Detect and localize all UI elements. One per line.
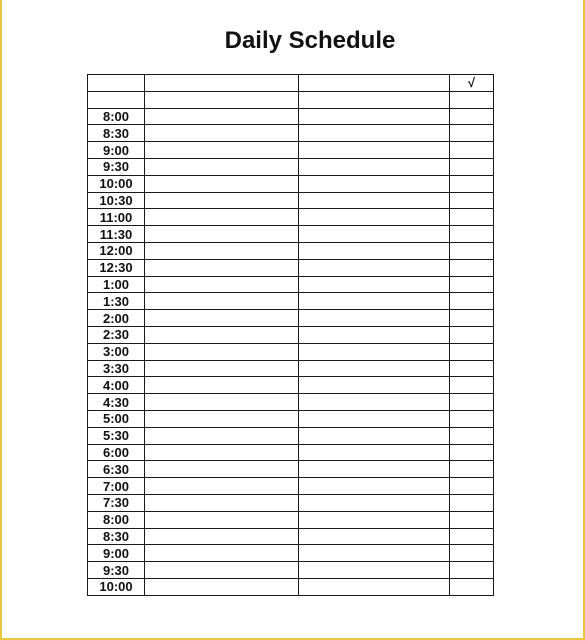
time-label: 4:00 [88, 377, 145, 394]
notes-cell[interactable] [299, 125, 450, 142]
time-label: 8:00 [88, 511, 145, 528]
notes-cell[interactable] [299, 562, 450, 579]
table-row [88, 242, 494, 259]
time-label: 4:30 [88, 394, 145, 411]
time-label: 9:00 [88, 545, 145, 562]
activity-cell[interactable] [145, 276, 299, 293]
table-row [88, 91, 494, 108]
activity-cell[interactable] [145, 545, 299, 562]
check-cell[interactable] [450, 461, 494, 478]
table-row [88, 427, 494, 444]
check-cell[interactable] [450, 293, 494, 310]
check-cell[interactable] [450, 175, 494, 192]
notes-cell[interactable] [299, 545, 450, 562]
table-row [88, 578, 494, 595]
notes-cell[interactable] [299, 242, 450, 259]
notes-cell[interactable] [299, 108, 450, 125]
time-label: 9:30 [88, 562, 145, 579]
notes-cell[interactable] [299, 528, 450, 545]
check-cell[interactable] [450, 209, 494, 226]
check-cell[interactable] [450, 360, 494, 377]
activity-cell[interactable] [145, 360, 299, 377]
time-label: 7:00 [88, 478, 145, 495]
activity-cell[interactable] [145, 175, 299, 192]
notes-cell[interactable] [299, 192, 450, 209]
header-col-b-cell[interactable] [299, 75, 450, 92]
time-label: 2:00 [88, 310, 145, 327]
table-row [88, 175, 494, 192]
table-row [88, 192, 494, 209]
activity-cell[interactable] [145, 259, 299, 276]
activity-cell[interactable] [145, 310, 299, 327]
time-label: 2:30 [88, 326, 145, 343]
table-row [88, 108, 494, 125]
table-row [88, 343, 494, 360]
table-row [88, 326, 494, 343]
table-row [88, 293, 494, 310]
table-row [88, 562, 494, 579]
time-label: 9:30 [88, 158, 145, 175]
activity-cell[interactable] [145, 528, 299, 545]
notes-cell[interactable] [299, 377, 450, 394]
notes-cell[interactable] [299, 427, 450, 444]
time-label: 10:00 [88, 175, 145, 192]
activity-cell[interactable] [145, 242, 299, 259]
check-cell[interactable] [450, 310, 494, 327]
check-cell[interactable] [450, 545, 494, 562]
notes-cell[interactable] [299, 511, 450, 528]
activity-cell[interactable] [145, 461, 299, 478]
check-cell[interactable] [450, 511, 494, 528]
check-cell[interactable] [450, 578, 494, 595]
time-label [88, 91, 145, 108]
table-row [88, 377, 494, 394]
activity-cell[interactable] [145, 478, 299, 495]
time-label: 10:30 [88, 192, 145, 209]
table-row [88, 226, 494, 243]
table-row [88, 276, 494, 293]
time-label: 10:00 [88, 578, 145, 595]
table-row [88, 461, 494, 478]
notes-cell[interactable] [299, 478, 450, 495]
time-label: 9:00 [88, 142, 145, 159]
check-cell[interactable] [450, 91, 494, 108]
activity-cell[interactable] [145, 108, 299, 125]
activity-cell[interactable] [145, 444, 299, 461]
check-cell[interactable] [450, 192, 494, 209]
check-cell[interactable] [450, 259, 494, 276]
table-row [88, 259, 494, 276]
notes-cell[interactable] [299, 410, 450, 427]
header-row [88, 75, 494, 92]
activity-cell[interactable] [145, 511, 299, 528]
check-cell[interactable] [450, 276, 494, 293]
header-time-cell [88, 75, 145, 92]
table-row [88, 511, 494, 528]
time-label: 1:30 [88, 293, 145, 310]
table-row [88, 394, 494, 411]
notes-cell[interactable] [299, 209, 450, 226]
activity-cell[interactable] [145, 427, 299, 444]
check-cell[interactable] [450, 494, 494, 511]
check-cell[interactable] [450, 478, 494, 495]
notes-cell[interactable] [299, 444, 450, 461]
time-label: 5:30 [88, 427, 145, 444]
check-cell[interactable] [450, 158, 494, 175]
time-label: 6:30 [88, 461, 145, 478]
check-cell[interactable] [450, 226, 494, 243]
check-cell[interactable] [450, 142, 494, 159]
check-cell[interactable] [450, 108, 494, 125]
activity-cell[interactable] [145, 377, 299, 394]
activity-cell[interactable] [145, 410, 299, 427]
table-row [88, 209, 494, 226]
notes-cell[interactable] [299, 394, 450, 411]
time-label: 5:00 [88, 410, 145, 427]
notes-cell[interactable] [299, 326, 450, 343]
table-row [88, 444, 494, 461]
activity-cell[interactable] [145, 578, 299, 595]
table-row [88, 528, 494, 545]
time-label: 8:00 [88, 108, 145, 125]
notes-cell[interactable] [299, 360, 450, 377]
table-row [88, 360, 494, 377]
notes-cell[interactable] [299, 226, 450, 243]
notes-cell[interactable] [299, 578, 450, 595]
notes-cell[interactable] [299, 310, 450, 327]
notes-cell[interactable] [299, 494, 450, 511]
check-cell[interactable] [450, 242, 494, 259]
notes-cell[interactable] [299, 158, 450, 175]
activity-cell[interactable] [145, 209, 299, 226]
time-label: 11:30 [88, 226, 145, 243]
header-check-cell: √ [450, 75, 494, 92]
check-cell[interactable] [450, 410, 494, 427]
activity-cell[interactable] [145, 125, 299, 142]
header-col-a-cell[interactable] [145, 75, 299, 92]
check-cell[interactable] [450, 343, 494, 360]
check-cell[interactable] [450, 394, 494, 411]
notes-cell[interactable] [299, 293, 450, 310]
table-row [88, 545, 494, 562]
time-label: 12:30 [88, 259, 145, 276]
activity-cell[interactable] [145, 192, 299, 209]
notes-cell[interactable] [299, 91, 450, 108]
check-cell[interactable] [450, 427, 494, 444]
schedule-body [88, 75, 494, 596]
table-row [88, 142, 494, 159]
check-cell[interactable] [450, 562, 494, 579]
time-label: 8:30 [88, 125, 145, 142]
activity-cell[interactable] [145, 343, 299, 360]
activity-cell[interactable] [145, 158, 299, 175]
activity-cell[interactable] [145, 226, 299, 243]
time-label: 3:30 [88, 360, 145, 377]
notes-cell[interactable] [299, 175, 450, 192]
time-label: 12:00 [88, 242, 145, 259]
time-label: 8:30 [88, 528, 145, 545]
table-row [88, 310, 494, 327]
notes-cell[interactable] [299, 461, 450, 478]
table-row [88, 478, 494, 495]
table-row [88, 494, 494, 511]
time-label: 7:30 [88, 494, 145, 511]
notes-cell[interactable] [299, 259, 450, 276]
activity-cell[interactable] [145, 142, 299, 159]
notes-cell[interactable] [299, 276, 450, 293]
time-label: 11:00 [88, 209, 145, 226]
page-title: Daily Schedule [224, 27, 396, 54]
time-label: 1:00 [88, 276, 145, 293]
activity-cell[interactable] [145, 494, 299, 511]
activity-cell[interactable] [145, 326, 299, 343]
notes-cell[interactable] [299, 142, 450, 159]
activity-cell[interactable] [145, 394, 299, 411]
time-label: 6:00 [88, 444, 145, 461]
activity-cell[interactable] [145, 293, 299, 310]
activity-cell[interactable] [145, 562, 299, 579]
check-cell[interactable] [450, 125, 494, 142]
table-row [88, 158, 494, 175]
time-label: 3:00 [88, 343, 145, 360]
table-row [88, 125, 494, 142]
check-cell[interactable] [450, 444, 494, 461]
activity-cell[interactable] [145, 91, 299, 108]
check-cell[interactable] [450, 377, 494, 394]
check-cell[interactable] [450, 326, 494, 343]
table-row [88, 410, 494, 427]
check-cell[interactable] [450, 528, 494, 545]
schedule-table [87, 74, 494, 596]
notes-cell[interactable] [299, 343, 450, 360]
